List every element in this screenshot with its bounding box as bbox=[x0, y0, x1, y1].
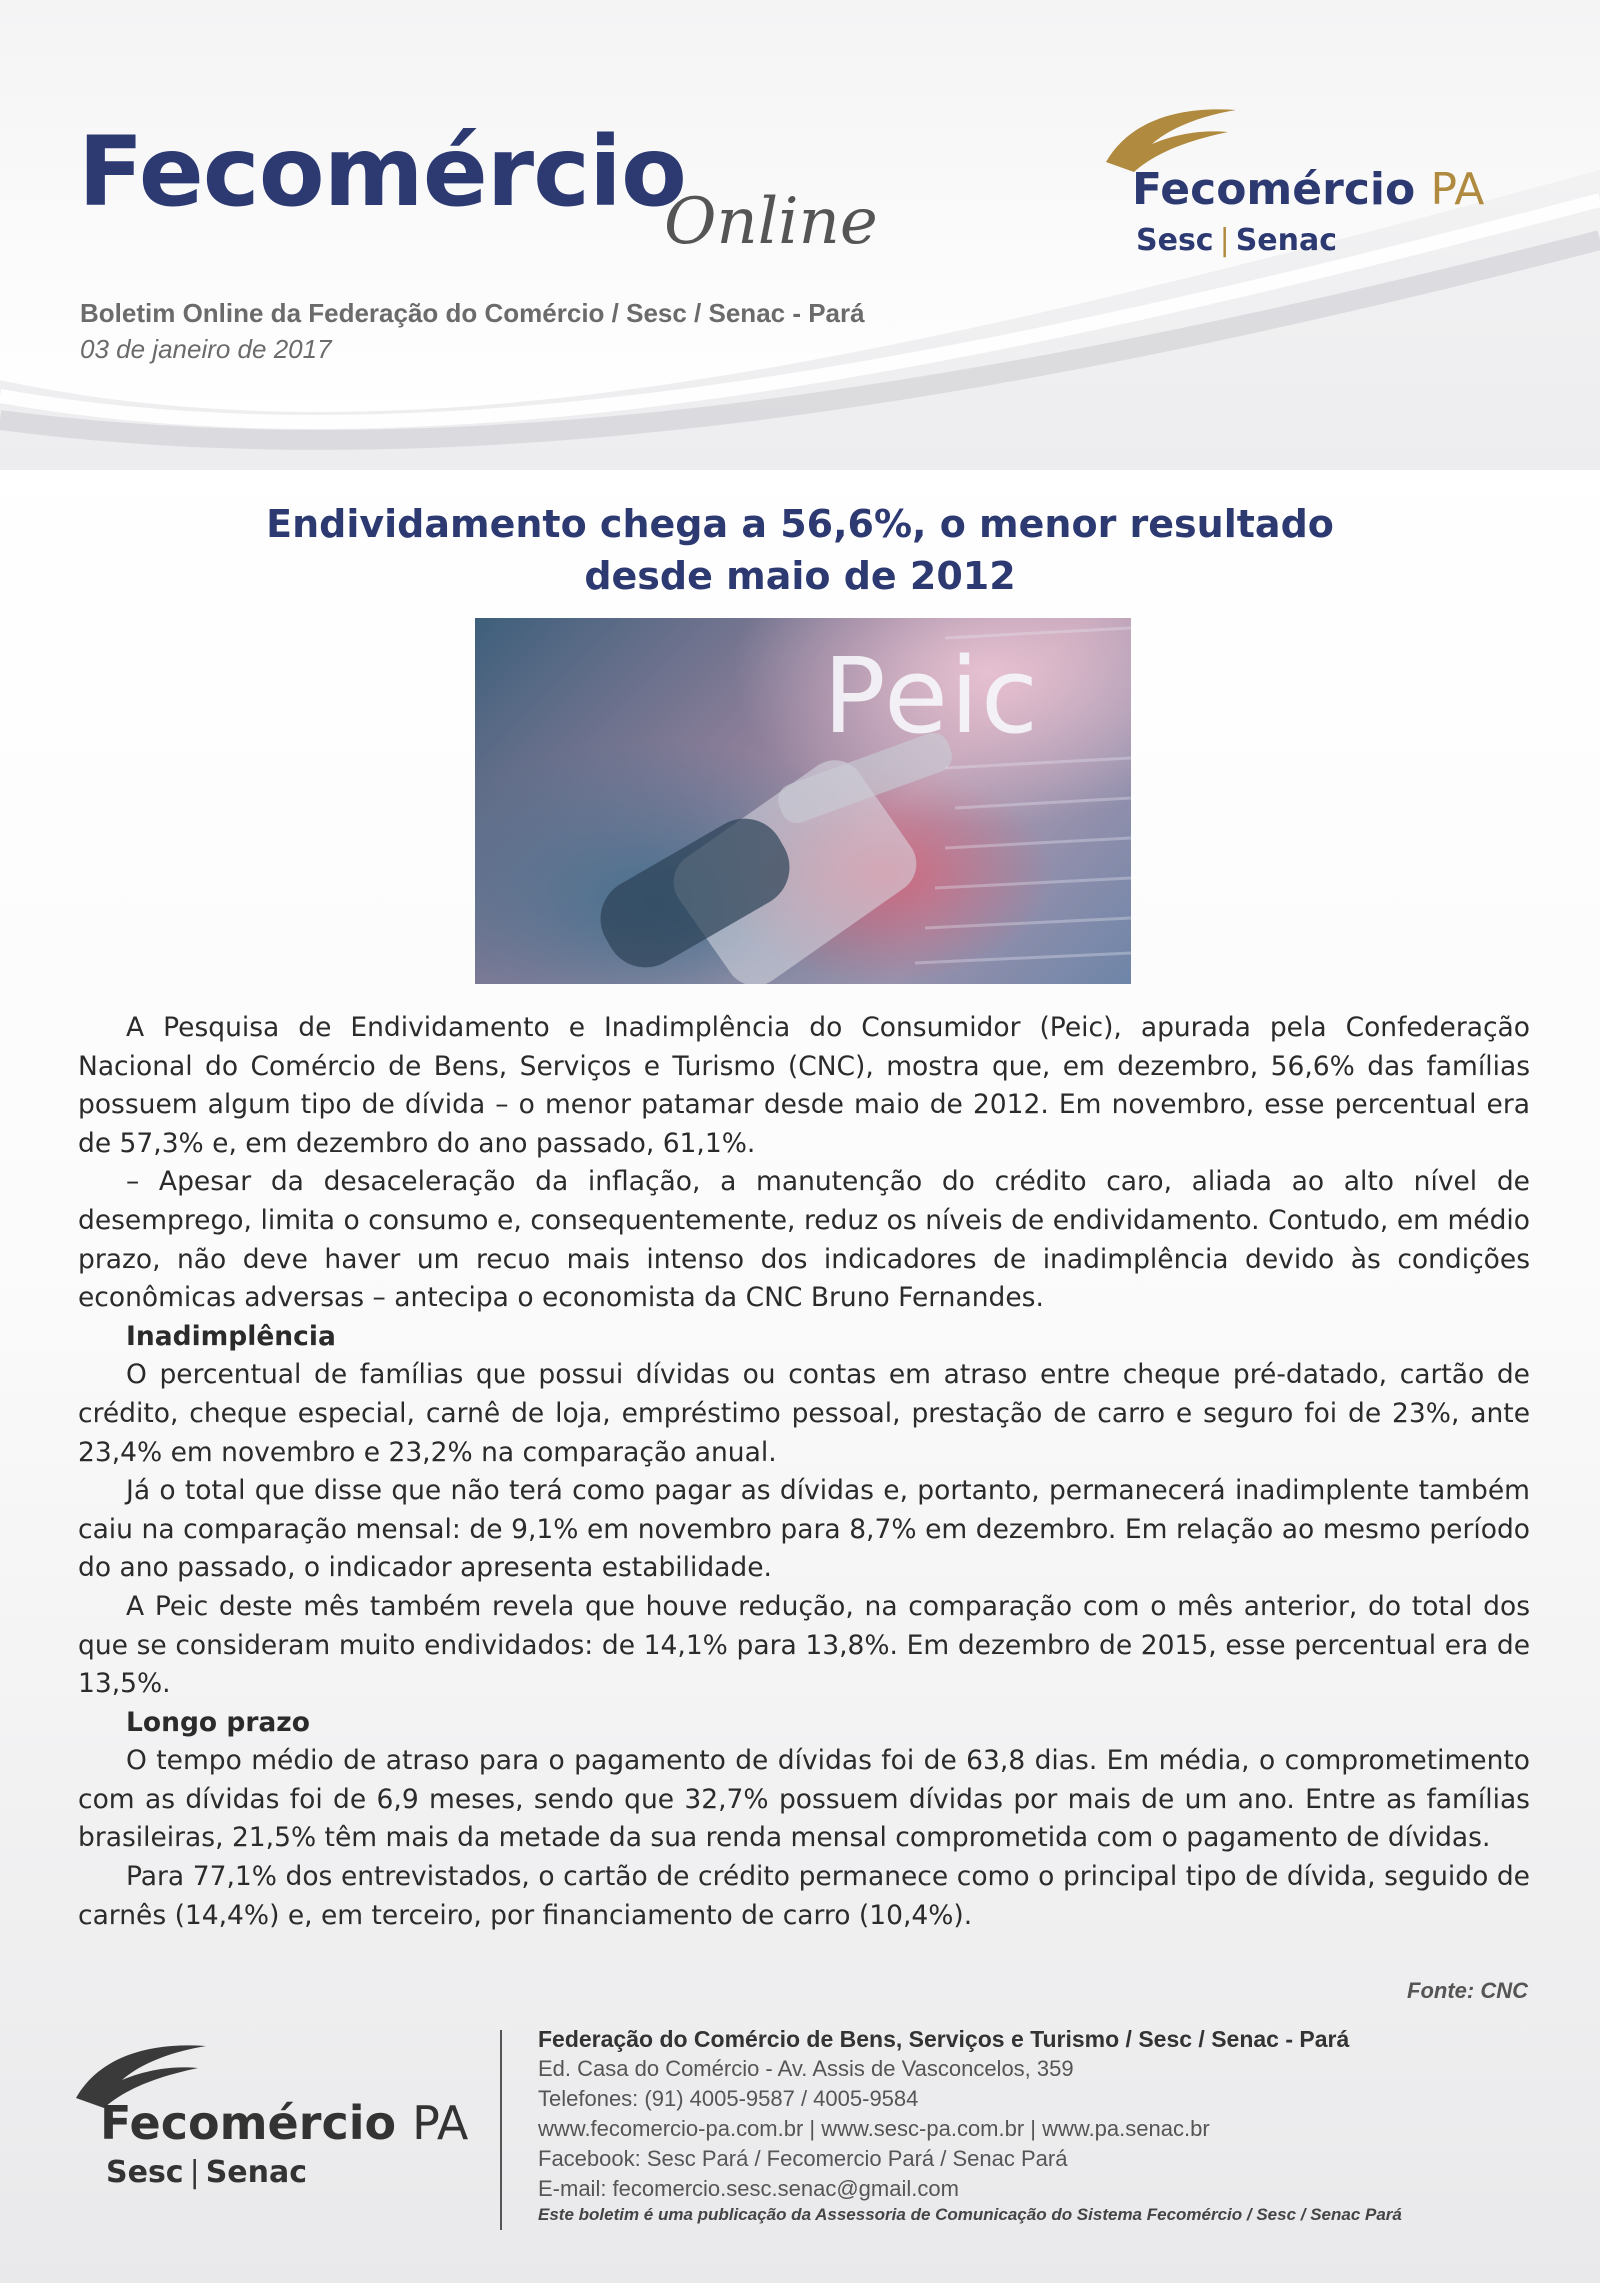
section-title-longo-prazo: Longo prazo bbox=[126, 1706, 310, 1738]
fecomercio-pa-logo-top bbox=[1100, 100, 1520, 270]
publication-title: Fecomércio bbox=[78, 116, 686, 228]
bulletin-description: Boletim Online da Federação do Comércio / Sesc / Senac - Pará bbox=[80, 298, 865, 328]
article-paragraph: – Apesar da desaceleração da inflação, a manutenção do crédito caro, aliada ao alto nível de desemprego, limita o consumo e, consequentemente, reduz os níveis de endividamento. Contudo, em médio prazo, não deve haver um recuo mais intenso dos indicadores de inadimplência devido às condições econômicas adversas – antecipa o economista da CNC Bruno Fernandes. bbox=[78, 1166, 1530, 1314]
footer-email: E-mail: fecomercio.sesc.senac@gmail.com bbox=[538, 2176, 959, 2201]
article-paragraph: A Peic deste mês também revela que houve redução, na comparação com o mês anterior, do total dos que se consideram muito endividados: de 14,1% para 13,8%. Em dezembro de 2015, esse percentual era de 13,5%. bbox=[78, 1590, 1530, 1700]
article-paragraph: Já o total que disse que não terá como pagar as dívidas e, portanto, permanecerá inadimplente também caiu na comparação mensal: de 9,1% em novembro para 8,7% em dezembro. Em relação ao mesmo período do ano passado, o indicador apresenta estabilidade. bbox=[78, 1475, 1530, 1584]
publication-date: 03 de janeiro de 2017 bbox=[80, 334, 332, 364]
logo-sub: Sesc | Senac bbox=[106, 2155, 308, 2190]
article-paragraph: O percentual de famílias que possui dívidas ou contas em atraso entre cheque pré-datado, cartão de crédito, cheque especial, carnê de loja, empréstimo pessoal, prestação de carro e seguro foi de 23%, ante 23,4% em novembro e 23,2% na comparação anual. bbox=[78, 1359, 1530, 1468]
article-paragraph: Para 77,1% dos entrevistados, o cartão de crédito permanece como o principal tipo de dívida, seguido de carnês (14,4%) e, em terceiro, por financiamento de carro (10,4%). bbox=[78, 1861, 1530, 1931]
logo-name: Fecomércio PA bbox=[100, 2096, 469, 2150]
photo-label-peic: Peic bbox=[823, 635, 1041, 757]
article-paragraph: O tempo médio de atraso para o pagamento de dívidas foi de 63,8 dias. Em média, o comprometimento com as dívidas foi de 6,9 meses, sendo que 32,7% possuem dívidas por mais de um ano. Entre as famílias brasileiras, 21,5% têm mais da metade da sua renda mensal comprometida com o pagamento de dívidas. bbox=[78, 1745, 1530, 1854]
footer-divider bbox=[500, 2030, 502, 2230]
article-headline: Endividamento chega a 56,6%, o menor resultado desde maio de 2012 bbox=[266, 502, 1334, 598]
footer-organization: Federação do Comércio de Bens, Serviços e Turismo / Sesc / Senac - Pará bbox=[538, 2026, 1350, 2052]
footer-phones: Telefones: (91) 4005-9587 / 4005-9584 bbox=[538, 2086, 919, 2111]
article-source: Fonte: CNC bbox=[1407, 1978, 1528, 2003]
section-title-inadimplencia: Inadimplência bbox=[126, 1320, 336, 1352]
footer-publication-note: Este boletim é uma publicação da Assessoria de Comunicação do Sistema Fecomércio / Sesc / Senac Pará bbox=[538, 2205, 1402, 2224]
footer-websites: www.fecomercio-pa.com.br | www.sesc-pa.com.br | www.pa.senac.br bbox=[538, 2116, 1210, 2141]
article-photo bbox=[475, 618, 1131, 984]
article-paragraph: A Pesquisa de Endividamento e Inadimplência do Consumidor (Peic), apurada pela Confederação Nacional do Comércio de Bens, Serviços e Turismo (CNC), mostra que, em dezembro, 56,6% das famílias possuem algum tipo de dívida – o menor patamar desde maio de 2012. Em novembro, esse percentual era de 57,3% e, em dezembro do ano passado, 61,1%. bbox=[78, 1012, 1530, 1159]
article-body bbox=[78, 1009, 1530, 1935]
footer-contact-info bbox=[538, 2024, 1538, 2226]
publication-subtitle-online: Online bbox=[664, 185, 878, 259]
logo-name: Fecomércio PA bbox=[1132, 164, 1485, 215]
footer-facebook: Facebook: Sesc Pará / Fecomercio Pará / Senac Pará bbox=[538, 2146, 1068, 2171]
fecomercio-pa-logo-bottom bbox=[70, 2036, 490, 2206]
footer-address: Ed. Casa do Comércio - Av. Assis de Vasconcelos, 359 bbox=[538, 2056, 1074, 2081]
logo-sub: Sesc | Senac bbox=[1136, 223, 1338, 258]
